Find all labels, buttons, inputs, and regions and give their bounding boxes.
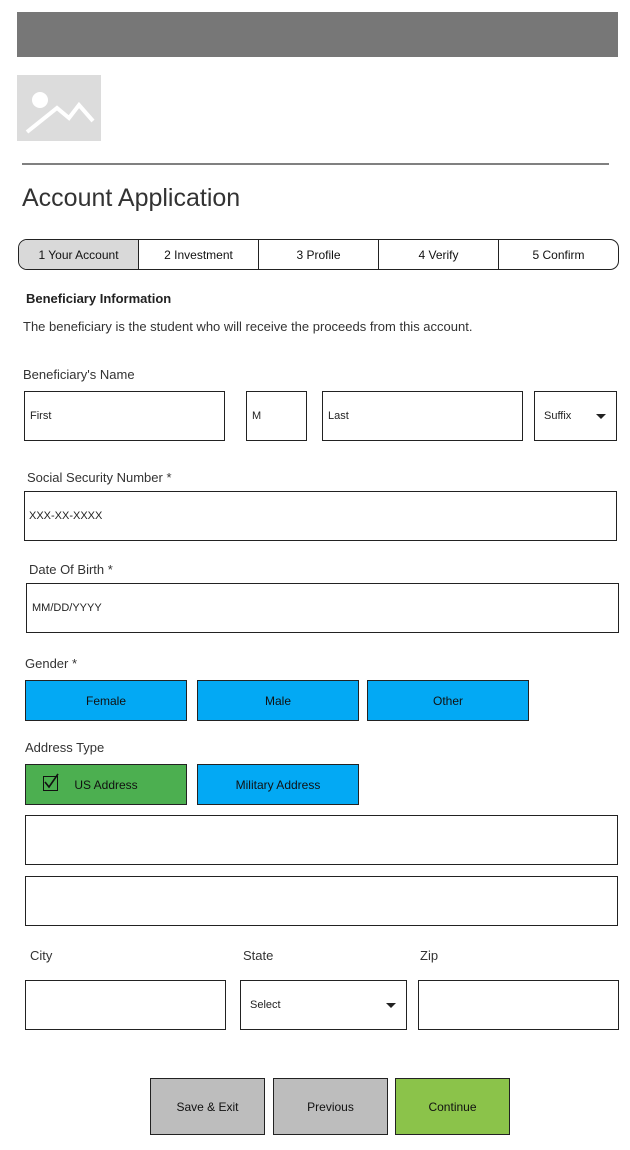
us-address-label: US Address — [74, 777, 138, 792]
address-line-1-input[interactable] — [25, 815, 618, 865]
dob-label: Date Of Birth * — [29, 562, 113, 577]
zip-input[interactable] — [418, 980, 619, 1030]
address-type-label: Address Type — [25, 740, 105, 755]
continue-button[interactable]: Continue — [395, 1078, 510, 1135]
state-label: State — [243, 948, 274, 963]
ssn-input[interactable] — [24, 491, 617, 541]
chevron-down-icon — [386, 1003, 396, 1008]
gender-label: Gender * — [25, 656, 78, 671]
middle-initial-input[interactable] — [246, 391, 307, 441]
state-select[interactable] — [240, 980, 407, 1030]
ssn-label: Social Security Number * — [27, 470, 172, 485]
suffix-select[interactable] — [534, 391, 617, 441]
step-confirm[interactable]: 5 Confirm — [498, 240, 618, 269]
chevron-down-icon — [596, 414, 606, 419]
logo-image-placeholder-icon — [17, 75, 101, 141]
zip-label: Zip — [420, 948, 439, 963]
ssn-placeholder: XXX-XX-XXXX — [29, 510, 103, 522]
section-description: The beneficiary is the student who will receive the proceeds from this account. — [23, 319, 473, 334]
first-name-placeholder: First — [30, 410, 52, 422]
checkmark-icon — [43, 776, 58, 791]
header-divider — [22, 163, 609, 165]
gender-other-button[interactable]: Other — [367, 680, 529, 721]
step-verify[interactable]: 4 Verify — [378, 240, 498, 269]
city-label: City — [30, 948, 53, 963]
last-name-placeholder: Last — [328, 410, 349, 422]
dob-input[interactable] — [26, 583, 619, 633]
last-name-input[interactable] — [322, 391, 523, 441]
name-label: Beneficiary's Name — [23, 367, 135, 382]
page-title: Account Application — [22, 184, 241, 212]
suffix-value: Suffix — [544, 410, 572, 422]
previous-button[interactable]: Previous — [273, 1078, 388, 1135]
dob-placeholder: MM/DD/YYYY — [32, 602, 102, 614]
city-input[interactable] — [25, 980, 226, 1030]
step-your-account[interactable]: 1 Your Account — [19, 240, 138, 269]
first-name-input[interactable] — [24, 391, 225, 441]
address-line-2-input[interactable] — [25, 876, 618, 926]
us-address-button[interactable] — [25, 764, 187, 805]
top-bar — [17, 12, 618, 57]
gender-female-button[interactable]: Female — [25, 680, 187, 721]
save-exit-button[interactable]: Save & Exit — [150, 1078, 265, 1135]
progress-steps — [18, 239, 619, 270]
military-address-button[interactable]: Military Address — [197, 764, 359, 805]
step-investment[interactable]: 2 Investment — [138, 240, 258, 269]
gender-male-button[interactable]: Male — [197, 680, 359, 721]
step-profile[interactable]: 3 Profile — [258, 240, 378, 269]
middle-initial-placeholder: M — [252, 410, 262, 422]
state-value: Select — [250, 999, 281, 1011]
section-heading: Beneficiary Information — [26, 291, 172, 306]
